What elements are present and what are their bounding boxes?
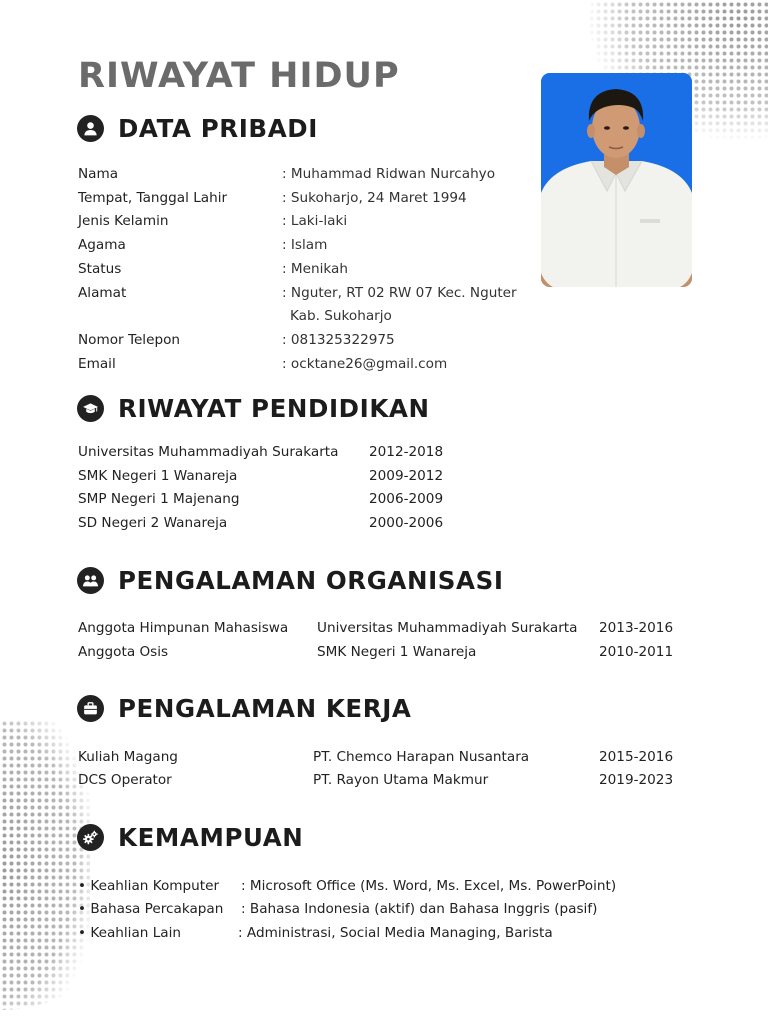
label-nama: Nama [78,166,119,182]
label-status: Status [78,261,122,277]
work-role: DCS Operator [78,772,172,788]
work-place: PT. Chemco Harapan Nusantara [313,749,530,765]
org-role: Anggota Osis [78,644,169,660]
gears-icon [77,824,104,851]
education-years: 2000-2006 [369,515,444,531]
section-header-education [77,392,430,424]
value-alamat-line2: Kab. Sukoharjo [290,308,392,324]
value-email: : ocktane26@gmail.com [282,356,448,372]
section-title-education: RIWAYAT PENDIDIKAN [118,393,430,423]
work-place: PT. Rayon Utama Makmur [313,772,489,788]
label-telepon: Nomor Telepon [78,332,181,348]
education-years: 2012-2018 [369,444,444,460]
label-agama: Agama [78,237,126,253]
org-years: 2013-2016 [599,620,674,636]
skill-value: : Administrasi, Social Media Managing, Barista [238,925,553,941]
org-role: Anggota Himpunan Mahasiswa [78,620,289,636]
value-status: : Menikah [282,261,348,277]
skill-label: • Bahasa Percakapan [78,901,224,917]
org-years: 2010-2011 [599,644,674,660]
label-jenis-kelamin: Jenis Kelamin [78,213,169,229]
skill-label: • Keahlian Lain [78,925,182,941]
profile-photo [541,73,692,287]
value-ttl: : Sukoharjo, 24 Maret 1994 [282,190,467,206]
work-role: Kuliah Magang [78,749,178,765]
group-icon [77,567,104,594]
section-header-work [77,692,411,724]
label-ttl: Tempat, Tanggal Lahir [78,190,228,206]
education-school: SD Negeri 2 Wanareja [78,515,228,531]
education-years: 2006-2009 [369,491,444,507]
section-title-organization: PENGALAMAN ORGANISASI [118,565,504,595]
education-years: 2009-2012 [369,468,444,484]
briefcase-icon [77,695,104,722]
work-years: 2019-2023 [599,772,674,788]
skill-value: : Microsoft Office (Ms. Word, Ms. Excel, Ms. PowerPoint) [241,878,617,894]
section-title-personal: DATA PRIBADI [118,113,318,143]
value-telepon: : 081325322975 [282,332,395,348]
section-header-personal [77,112,318,144]
education-school: SMK Negeri 1 Wanareja [78,468,238,484]
label-email: Email [78,356,116,372]
value-nama: : Muhammad Ridwan Nurcahyo [282,166,496,182]
page-title: RIWAYAT HIDUP [78,56,400,96]
value-agama: : Islam [282,237,328,253]
halftone-dots-bottom-left [0,720,90,1024]
value-alamat: : Nguter, RT 02 RW 07 Kec. Nguter [282,285,517,301]
org-place: Universitas Muhammadiyah Surakarta [317,620,578,636]
section-title-work: PENGALAMAN KERJA [118,693,412,723]
person-icon [77,115,104,142]
work-years: 2015-2016 [599,749,674,765]
section-header-organization [77,564,504,596]
skill-value: : Bahasa Indonesia (aktif) dan Bahasa Inggris (pasif) [241,901,598,917]
skill-label: • Keahlian Komputer [78,878,220,894]
section-header-skills [77,821,303,853]
section-title-skills: KEMAMPUAN [118,822,304,852]
graduation-cap-icon [77,395,104,422]
value-jenis-kelamin: : Laki-laki [282,213,348,229]
education-school: SMP Negeri 1 Majenang [78,491,240,507]
label-alamat: Alamat [78,285,127,301]
education-school: Universitas Muhammadiyah Surakarta [78,444,339,460]
org-place: SMK Negeri 1 Wanareja [317,644,477,660]
